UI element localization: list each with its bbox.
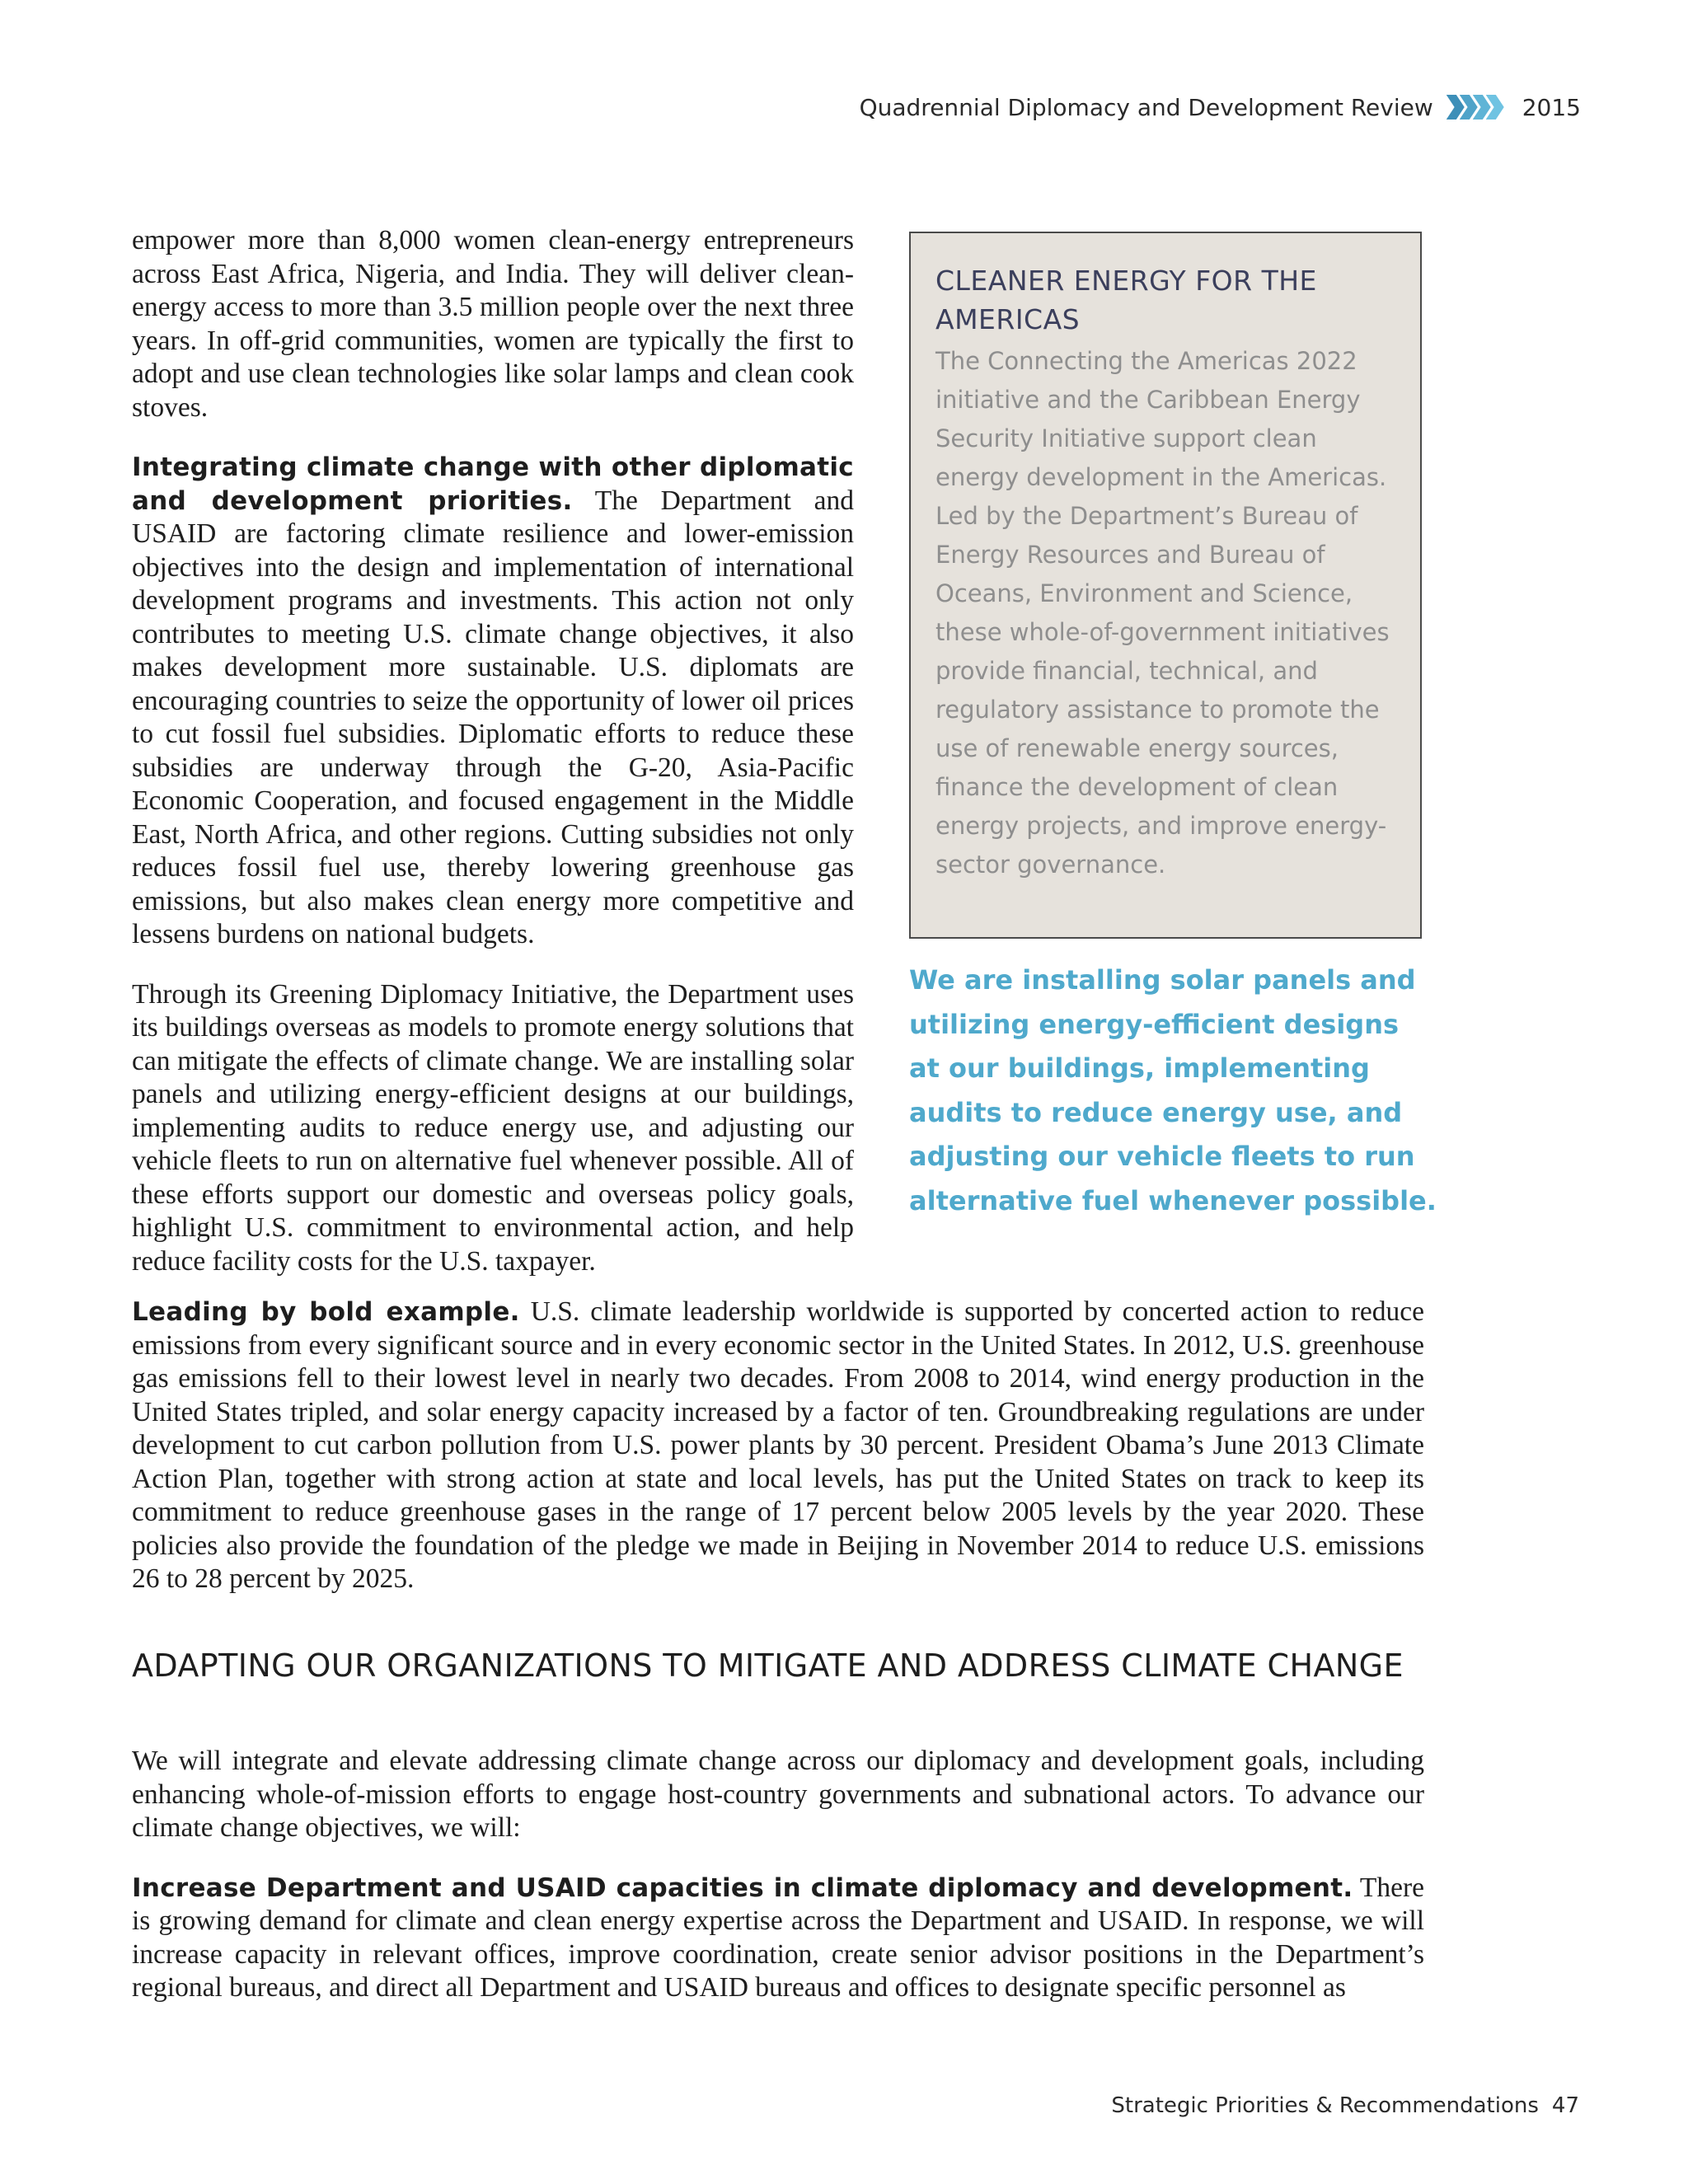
paragraph-lead: Integrating climate change with other diplomatic and development priorities. xyxy=(132,452,854,516)
paragraph-entrepreneurs: empower more than 8,000 women clean-energy entrepreneurs across East Africa, Nigeria, and India. They will deliver clean-energy access to more than 3.5 million people over the next three years. In off-grid communities, women are typically the first to adopt and use clean technologies like solar lamps and clean cook stoves. xyxy=(132,225,854,423)
section-heading: ADAPTING OUR ORGANIZATIONS TO MITIGATE AND ADDRESS CLIMATE CHANGE xyxy=(132,1647,1404,1684)
footer-section-name: Strategic Priorities & Recommendations xyxy=(1111,2093,1539,2118)
paragraph-lead: Increase Department and USAID capacities in climate diplomacy and development. xyxy=(132,1872,1353,1903)
paragraph-capacities xyxy=(132,1872,1424,2005)
sidebar-title: CLEANER ENERGY FOR THE AMERICAS xyxy=(935,265,1317,335)
report-title: Quadrennial Diplomacy and Development Review xyxy=(859,93,1433,121)
pull-quote: We are installing solar panels and utilizing energy-efficient designs at our buildings, implementing audits to reduce energy use, and adjusting our vehicle fleets to run alternative fuel whenever possible. xyxy=(909,964,1437,1216)
paragraph-body: U.S. climate leadership worldwide is supported by concerted action to reduce emissions from every significant source and in every economic sector in the United States. In 2012, U.S. greenhouse gas emissions fell to their lowest level in nearly two decades. From 2008 to 2014, wind energy production in the United States tripled, and solar energy capacity increased by a factor of ten. Groundbreaking regulations are under development to cut carbon pollution from U.S. power plants by 30 percent. President Obama’s June 2013 Climate Action Plan, together with strong action at state and local levels, has put the United States on track to keep its commitment to reduce greenhouse gases in the range of 17 percent below 2005 levels by the year 2020. These policies also provide the foundation of the pledge we made in Beijing in November 2014 to reduce U.S. emissions 26 to 28 percent by 2025. xyxy=(132,1296,1424,1594)
paragraph-integrating xyxy=(132,451,854,952)
section-body xyxy=(132,1745,1424,2005)
paragraph-lead: Leading by bold example. xyxy=(132,1297,520,1327)
page-header xyxy=(860,89,1581,125)
chevron-arrows-icon xyxy=(1451,95,1504,120)
left-column xyxy=(132,224,854,1305)
paragraph-leading xyxy=(132,1296,1424,1596)
sidebar-body: The Connecting the Americas 2022 initiative and the Caribbean Energy Security Initiative support clean energy development in the Americas. Led by the Department’s Bureau of Energy Resources and Bureau of Oceans, Environment and Science, these whole-of-government initiatives provide financial, technical, and regulatory assistance to promote the use of renewable energy sources, finance the development of clean energy projects, and improve energy-sector governance. xyxy=(935,347,1390,879)
page-footer xyxy=(1111,2093,1579,2118)
page-number: 47 xyxy=(1551,2093,1579,2118)
paragraph-body: The Department and USAID are factoring climate resilience and lower-emission objectives into the design and implementation of international development programs and investments. This action not only contributes to meeting U.S. climate change objectives, it also makes development more sustainable. U.S. diplomats are encouraging countries to seize the opportunity of lower oil prices to cut fossil fuel subsidies. Diplomatic efforts to reduce these subsidies are underway through the G-20, Asia-Pacific Economic Cooperation, and focused engagement in the Middle East, North Africa, and other regions. Cutting subsidies not only reduces fossil fuel use, thereby lowering greenhouse gas emissions, but also makes clean energy more competitive and lessens burdens on national budgets. xyxy=(132,485,855,949)
leading-section xyxy=(132,1296,1424,1596)
paragraph-body: There is growing demand for climate and clean energy expertise across the Department and USAID. In response, we will increase capacity in relevant offices, improve coordination, create senior advisor positions in the Department’s regional bureaus, and direct all Department and USAID bureaus and offices to designate specific personnel as xyxy=(132,1872,1424,2003)
paragraph-greening: Through its Greening Diplomacy Initiative, the Department uses its buildings overseas as models to promote energy solutions that can mitigate the effects of climate change. We are installing solar panels and utilizing energy-efficient designs at our buildings, implementing audits to reduce energy use, and adjusting our vehicle fleets to run on alternative fuel whenever possible. All of these efforts support our domestic and overseas policy goals, highlight U.S. commitment to environmental action, and help reduce facility costs for the U.S. taxpayer. xyxy=(132,978,854,1277)
sidebar-box xyxy=(909,232,1422,939)
section-intro: We will integrate and elevate addressing climate change across our diplomacy and development goals, including enhancing whole-of-mission efforts to engage host-country governments and subnational actors. To advance our climate change objectives, we will: xyxy=(132,1746,1424,1843)
report-year: 2015 xyxy=(1522,93,1581,121)
